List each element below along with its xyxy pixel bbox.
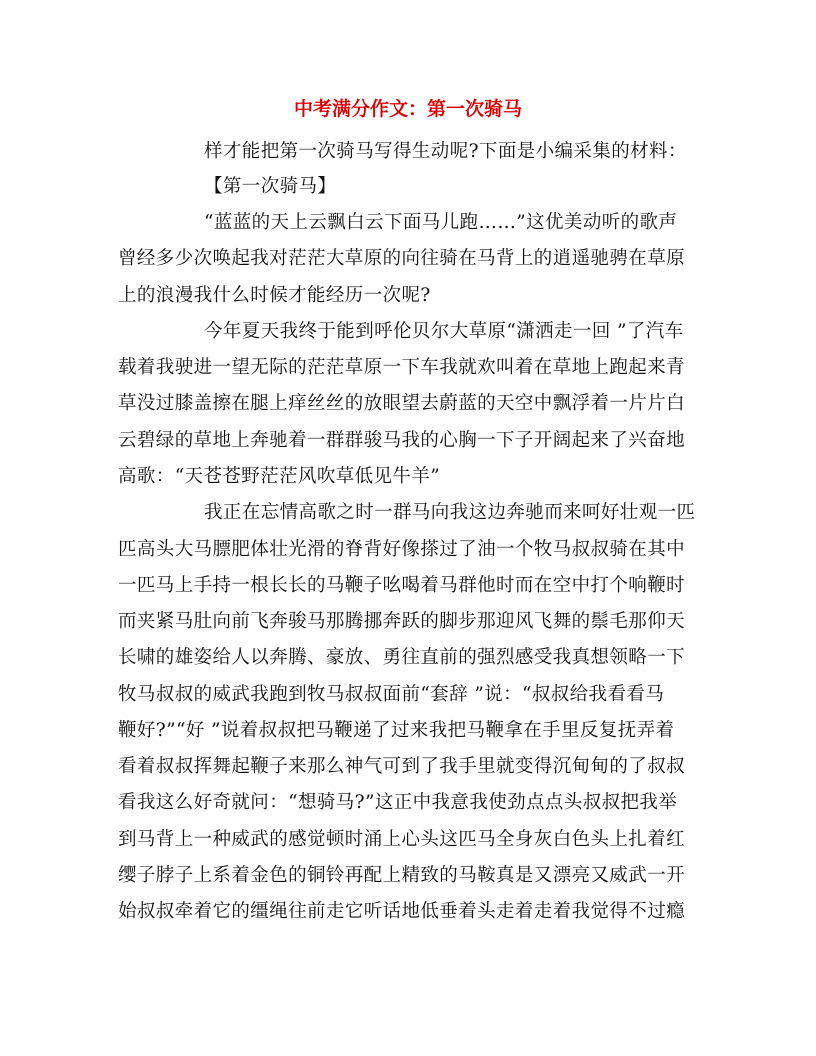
- paragraph-line: 牧马叔叔的威武我跑到牧马叔叔面前“套辞 ”说：“叔叔给我看看马: [118, 684, 665, 705]
- page-title: 中考满分作文：第一次骑马: [293, 98, 522, 120]
- paragraph-line: 鞭好?”“好 ”说着叔叔把马鞭递了过来我把马鞭拿在手里反复抚弄着: [118, 720, 675, 741]
- paragraph-line: 看我这么好奇就问：“想骑马?”这正中我意我使劲点点头叔叔把我举: [118, 792, 678, 813]
- paragraph-line: 样才能把第一次骑马写得生动呢?下面是小编采集的材料：: [204, 141, 687, 162]
- paragraph-line: 到马背上一种威武的感觉顿时涌上心头这匹马全身灰白色头上扎着红: [118, 829, 686, 850]
- paragraph-line: “蓝蓝的天上云飘白云下面马儿跑……”这优美动听的歌声: [204, 212, 678, 233]
- paragraph-line: 上的浪漫我什么时候才能经历一次呢?: [118, 285, 431, 306]
- paragraph-line: 云碧绿的草地上奔驰着一群群骏马我的心胸一下子开阔起来了兴奋地: [118, 430, 686, 451]
- paragraph-line: 今年夏天我终于能到呼伦贝尔大草原“潇洒走一回 ”了汽车: [204, 321, 684, 342]
- paragraph-line: 看着叔叔挥舞起鞭子来那么神气可到了我手里就变得沉甸甸的了叔叔: [118, 756, 686, 777]
- paragraph-line: 缨子脖子上系着金色的铜铃再配上精致的马鞍真是又漂亮又威武一开: [118, 865, 686, 886]
- paragraph-line: 始叔叔牵着它的缰绳往前走它听话地低垂着头走着走着我觉得不过瘾: [118, 901, 686, 922]
- paragraph-line: 高歌：“天苍苍野茫茫风吹草低见牛羊”: [118, 466, 441, 487]
- paragraph-line: 长啸的雄姿给人以奔腾、豪放、勇往直前的强烈感受我真想领略一下: [118, 647, 686, 668]
- paragraph-line: 载着我驶进一望无际的茫茫草原一下车我就欢叫着在草地上跑起来青: [118, 357, 686, 378]
- paragraph-line: 一匹马上手持一根长长的马鞭子吆喝着马群他时而在空中打个响鞭时: [118, 575, 686, 596]
- paragraph-line: 而夹紧马肚向前飞奔骏马那腾挪奔跃的脚步那迎风飞舞的鬃毛那仰天: [118, 611, 686, 632]
- paragraph-line: 匹高头大马膘肥体壮光滑的脊背好像搽过了油一个牧马叔叔骑在其中: [118, 539, 686, 560]
- paragraph-line: 我正在忘情高歌之时一群马向我这边奔驰而来呵好壮观一匹: [204, 502, 696, 523]
- paragraph-line: 草没过膝盖擦在腿上痒丝丝的放眼望去蔚蓝的天空中飘浮着一片片白: [118, 393, 686, 414]
- paragraph-line: 曾经多少次唤起我对茫茫大草原的向往骑在马背上的逍遥驰骋在草原: [118, 248, 686, 269]
- section-heading: 【第一次骑马】: [204, 176, 337, 197]
